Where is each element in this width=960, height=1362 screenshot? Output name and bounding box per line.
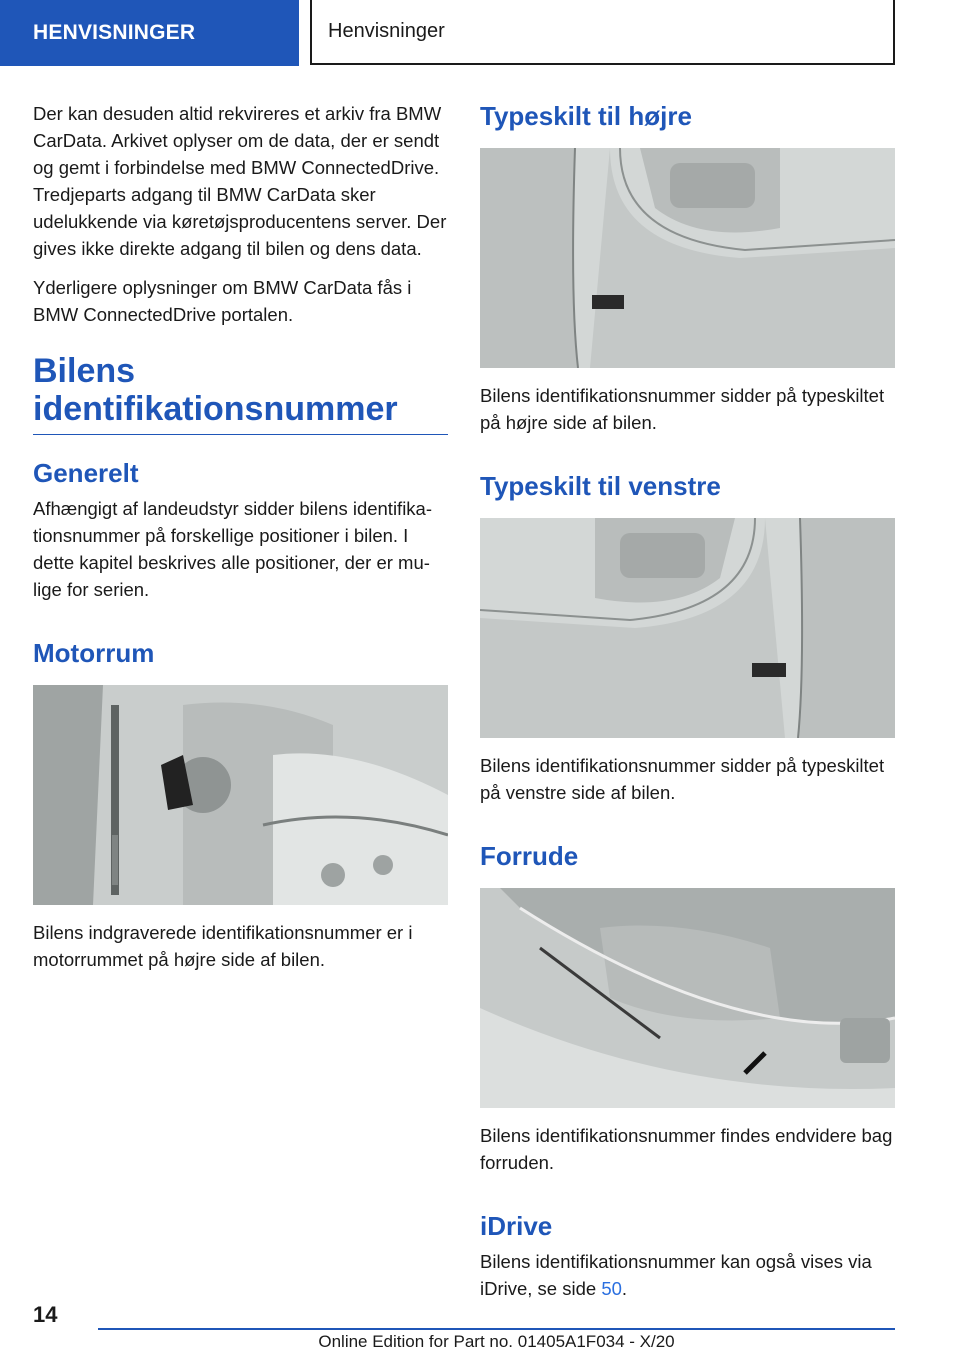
left-column [33,100,448,985]
heading-generelt: Generelt [33,458,139,488]
plate-right-caption: Bilens identifikationsnummer sidder på typeskiltet på højre side af bilen. [480,385,885,433]
windshield-caption: Bilens identifikationsnummer findes endvidere bag forruden. [480,1125,893,1173]
footer-edition: Online Edition for Part no. 01405A1F034 - X/20 [318,1332,675,1351]
engine-bay-image [33,685,448,905]
windshield-image [480,888,895,1108]
chapter-title: Bilens identifikationsnummer [33,352,448,435]
engine-caption: Bilens indgraverede identifikationsnummer er i motorrummet på højre side af bilen. [33,922,413,970]
heading-idrive: iDrive [480,1211,553,1241]
footer-divider [98,1328,895,1330]
idrive-text-before: Bilens identifikationsnummer kan også vises via iDrive, se side [480,1251,872,1299]
heading-forrude: Forrude [480,841,579,871]
page-50-link[interactable]: 50 [601,1278,622,1299]
idrive-text [480,1248,895,1302]
header-tab: HENVISNINGER [0,0,299,66]
general-text: Afhængigt af landeudstyr sidder bilens identifikationsnummer på forskellige positioner i bilen. I dette kapitel beskrives alle positioner, der er mulige for serien. [33,498,433,600]
door-sill-left-image [480,518,895,738]
intro-paragraph-1: Der kan desuden altid rekvireres et arkiv fra BMW CarData. Arkivet oplyser om de data, der er sendt og gemt i forbindelse med BMW ConnectedDrive. Tredjeparts adgang til BMW CarData sker udelukkende via køretøjsproducentens server. Der gives ikke direkte adgang til bilen og dens data. [33,103,447,259]
plate-left-caption: Bilens identifikationsnummer sidder på typeskiltet på venstre side af bilen. [480,755,885,803]
idrive-text-after: . [621,1278,628,1299]
intro-paragraph-2: Yderligere oplysninger om BMW CarData fås i BMW ConnectedDrive portalen. [33,277,412,325]
heading-typeskilt-hoejre: Typeskilt til højre [480,101,692,131]
header-section-title: Henvisninger [310,0,895,65]
heading-typeskilt-venstre: Typeskilt til venstre [480,471,721,501]
page-number: 14 [33,1302,58,1327]
heading-motorrum: Motorrum [33,638,155,668]
door-sill-right-image [480,148,895,368]
right-column [480,100,895,1314]
